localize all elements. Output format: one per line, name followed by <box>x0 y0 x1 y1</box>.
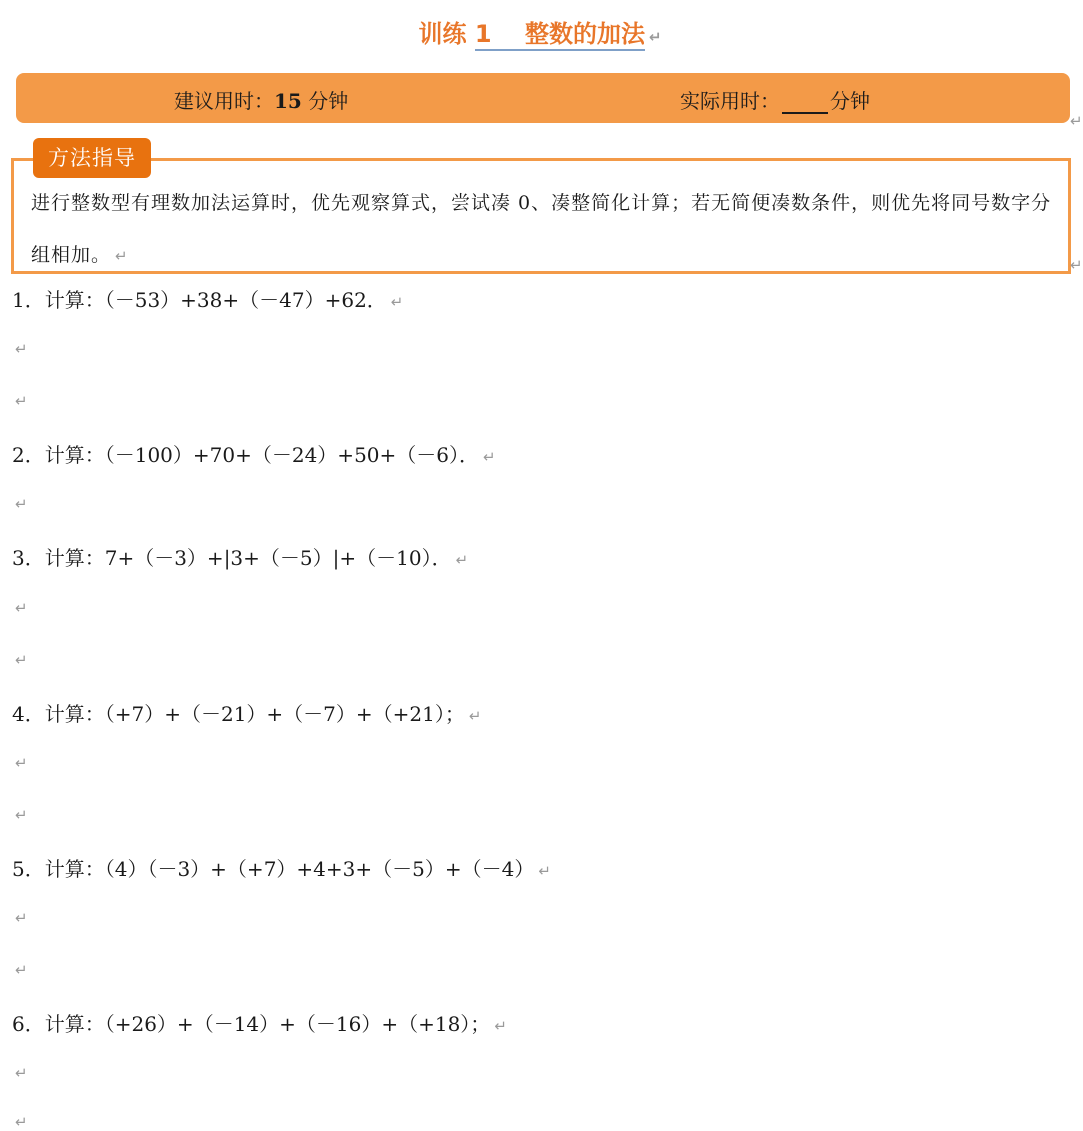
question-text: 1．计算：（－53）+38+（－47）+62． <box>12 288 387 312</box>
question-1 <box>12 287 403 315</box>
method-guide-text <box>31 177 1056 282</box>
suggested-time-value: 15 <box>274 89 302 113</box>
page-title <box>0 14 1080 49</box>
return-mark-icon: ↵ <box>115 247 129 265</box>
question-text: 3．计算：7+（－3）+|3+（－5）|+（－10）． <box>12 546 452 570</box>
title-topic: 整数的加法 <box>524 20 645 48</box>
blank-line-return-icon: ↵ <box>15 909 28 927</box>
question-text: 6．计算：（+26）+（－14）+（－16）+（+18）； <box>12 1012 491 1036</box>
blank-line-return-icon: ↵ <box>15 340 28 358</box>
method-guide-tab <box>33 138 151 178</box>
question-4 <box>12 701 481 729</box>
question-5 <box>12 856 551 884</box>
return-mark-icon: ↵ <box>390 293 404 311</box>
return-mark-icon: ↵ <box>1070 256 1083 274</box>
blank-line-return-icon: ↵ <box>15 1113 28 1131</box>
blank-line-return-icon: ↵ <box>15 806 28 824</box>
suggested-time-unit: 分钟 <box>308 89 349 113</box>
title-number: 1 <box>474 20 492 48</box>
method-guide-content: 进行整数型有理数加法运算时，优先观察算式，尝试凑 0、凑整简化计算；若无简便凑数条件，则优先将同号数字分组相加。 <box>31 192 1052 266</box>
suggested-time <box>174 85 348 114</box>
return-mark-icon: ↵ <box>1070 112 1083 130</box>
time-bar <box>16 73 1070 123</box>
blank-line-return-icon: ↵ <box>15 961 28 979</box>
question-text: 4．计算：（+7）+（－21）+（－7）+（+21）； <box>12 702 465 726</box>
return-mark-icon: ↵ <box>468 707 482 725</box>
question-text: 2．计算：（－100）+70+（－24）+50+（－6）． <box>12 443 480 467</box>
return-mark-icon: ↵ <box>455 551 469 569</box>
return-mark-icon: ↵ <box>494 1017 507 1035</box>
actual-time-blank[interactable] <box>782 92 828 114</box>
suggested-time-label: 建议用时： <box>174 89 274 113</box>
return-mark-icon: ↵ <box>648 28 662 46</box>
title-number-and-topic <box>475 20 645 51</box>
blank-line-return-icon: ↵ <box>15 754 28 772</box>
actual-time-label: 实际用时： <box>680 89 780 113</box>
return-mark-icon: ↵ <box>483 448 496 466</box>
return-mark-icon: ↵ <box>538 862 551 880</box>
method-guide-label: 方法指导 <box>48 146 136 170</box>
actual-time-unit: 分钟 <box>830 89 870 113</box>
question-3 <box>12 545 468 573</box>
question-text: 5．计算：（4）（－3）+（+7）+4+3+（－5）+（－4） <box>12 857 535 881</box>
blank-line-return-icon: ↵ <box>15 599 28 617</box>
actual-time <box>680 85 870 114</box>
question-6 <box>12 1011 507 1039</box>
question-2 <box>12 442 496 470</box>
blank-line-return-icon: ↵ <box>15 392 28 410</box>
title-prefix: 训练 <box>418 20 467 48</box>
blank-line-return-icon: ↵ <box>15 495 28 513</box>
blank-line-return-icon: ↵ <box>15 1064 28 1082</box>
blank-line-return-icon: ↵ <box>15 651 28 669</box>
